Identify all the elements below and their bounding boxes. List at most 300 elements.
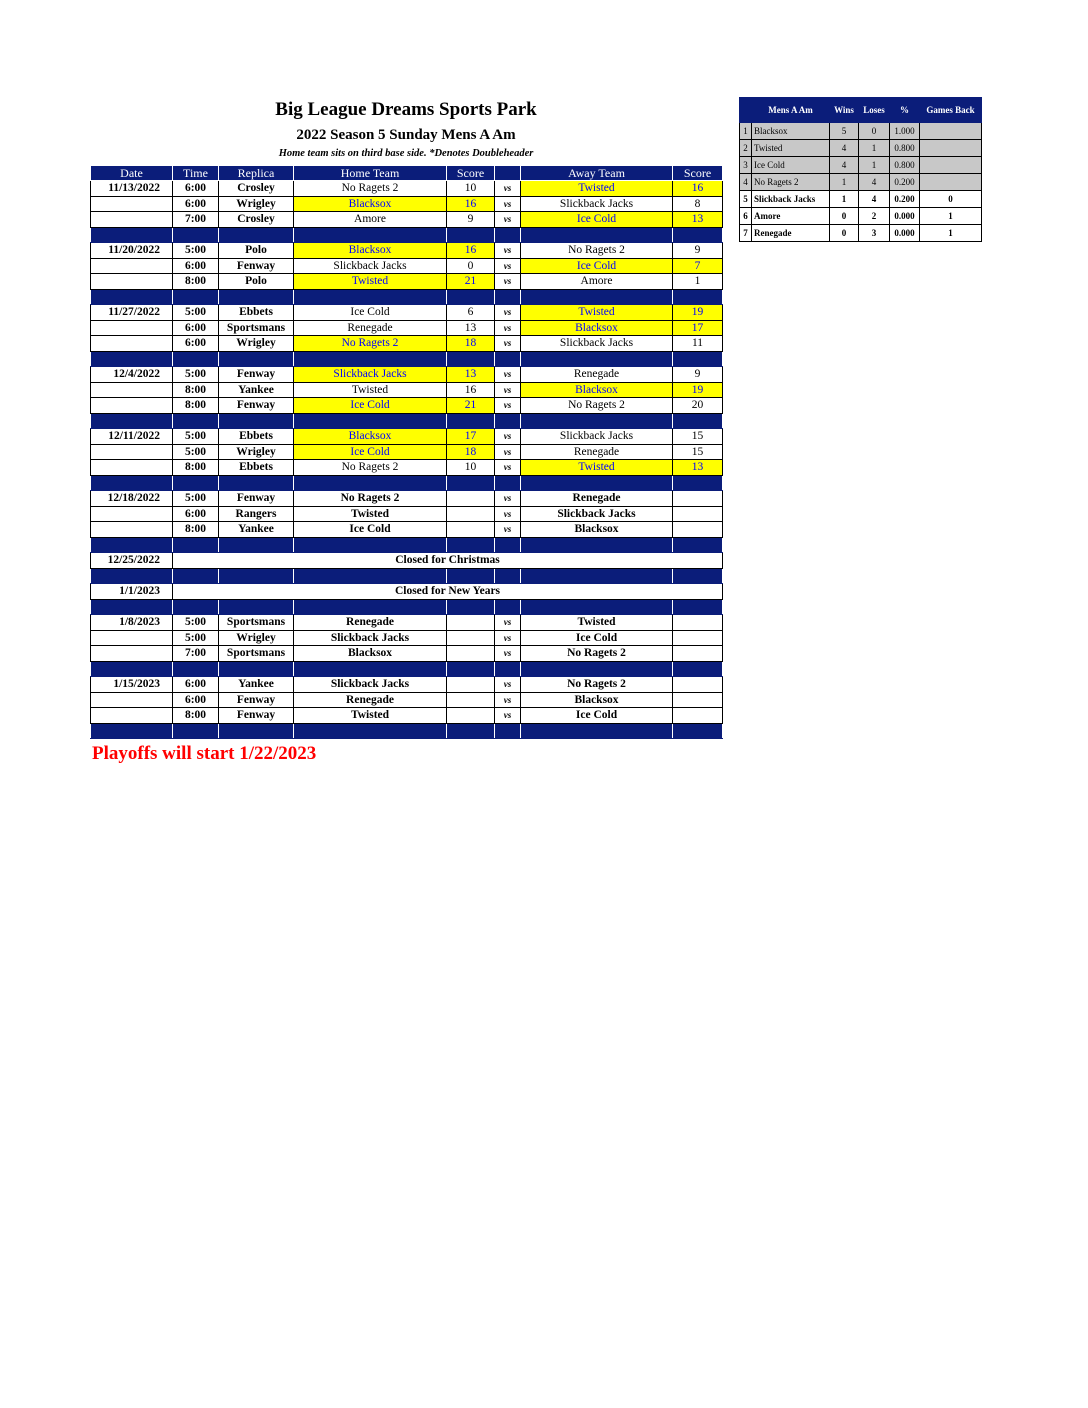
- date-cell: 1/15/2023: [91, 677, 173, 693]
- replica-cell: Sportsmans: [219, 320, 294, 336]
- column-header-date: Date: [91, 166, 173, 181]
- date-cell: [91, 274, 173, 290]
- separator-cell: [173, 599, 219, 615]
- home-score-cell: [447, 677, 495, 693]
- separator-cell: [447, 568, 495, 584]
- time-cell: 8:00: [173, 460, 219, 476]
- game-row: [91, 615, 723, 631]
- date-cell: [91, 460, 173, 476]
- away-score-cell: 16: [673, 181, 723, 197]
- away-score-cell: [673, 692, 723, 708]
- separator-cell: [294, 475, 447, 491]
- vs-cell: vs: [495, 398, 521, 414]
- home-score-cell: 16: [447, 382, 495, 398]
- away-team-cell: Blacksox: [521, 382, 673, 398]
- vs-cell: vs: [495, 615, 521, 631]
- separator-cell: [447, 661, 495, 677]
- away-score-cell: [673, 646, 723, 662]
- separator-row: [91, 351, 723, 367]
- away-score-cell: 15: [673, 429, 723, 445]
- loses-cell: 0: [859, 123, 890, 140]
- date-cell: 12/11/2022: [91, 429, 173, 445]
- date-cell: [91, 522, 173, 538]
- away-score-cell: [673, 491, 723, 507]
- vs-cell: vs: [495, 243, 521, 259]
- game-row: [91, 274, 723, 290]
- time-cell: 6:00: [173, 196, 219, 212]
- time-cell: 8:00: [173, 708, 219, 724]
- standings-row: [740, 123, 982, 140]
- standings-header-wins: Wins: [830, 98, 859, 123]
- home-score-cell: [447, 522, 495, 538]
- standings-row: [740, 191, 982, 208]
- away-score-cell: 13: [673, 212, 723, 228]
- separator-row: [91, 723, 723, 739]
- replica-cell: Yankee: [219, 382, 294, 398]
- vs-cell: vs: [495, 630, 521, 646]
- team-cell: Blacksox: [752, 123, 830, 140]
- away-team-cell: Twisted: [521, 181, 673, 197]
- time-cell: 6:00: [173, 506, 219, 522]
- replica-cell: Ebbets: [219, 429, 294, 445]
- wins-cell: 0: [830, 208, 859, 225]
- vs-cell: vs: [495, 708, 521, 724]
- separator-cell: [91, 568, 173, 584]
- away-team-cell: Ice Cold: [521, 630, 673, 646]
- home-team-cell: Blacksox: [294, 196, 447, 212]
- separator-cell: [294, 537, 447, 553]
- separator-cell: [673, 227, 723, 243]
- separator-cell: [521, 723, 673, 739]
- home-team-note: Home team sits on third base side. *Denotes Doubleheader: [278, 148, 534, 159]
- separator-cell: [173, 661, 219, 677]
- column-header-time: Time: [173, 166, 219, 181]
- away-score-cell: [673, 615, 723, 631]
- column-header-replica: Replica: [219, 166, 294, 181]
- separator-cell: [173, 351, 219, 367]
- game-row: [91, 491, 723, 507]
- standings-table: [739, 97, 982, 242]
- vs-cell: vs: [495, 677, 521, 693]
- vs-cell: vs: [495, 460, 521, 476]
- separator-cell: [495, 537, 521, 553]
- date-cell: [91, 336, 173, 352]
- home-score-cell: [447, 615, 495, 631]
- games-back-cell: [920, 123, 982, 140]
- games-back-cell: 1: [920, 225, 982, 242]
- wins-cell: 5: [830, 123, 859, 140]
- separator-cell: [673, 289, 723, 305]
- separator-cell: [495, 661, 521, 677]
- standings-header-games-back: Games Back: [920, 98, 982, 123]
- standings-row: [740, 174, 982, 191]
- game-row: [91, 444, 723, 460]
- rank-cell: 3: [740, 157, 752, 174]
- closed-row: [91, 584, 723, 600]
- loses-cell: 4: [859, 174, 890, 191]
- vs-cell: vs: [495, 522, 521, 538]
- home-score-cell: 9: [447, 212, 495, 228]
- column-header-home-team: Home Team: [294, 166, 447, 181]
- separator-cell: [173, 227, 219, 243]
- standings-header-row: [740, 98, 982, 123]
- home-score-cell: 18: [447, 336, 495, 352]
- vs-cell: vs: [495, 382, 521, 398]
- away-score-cell: 11: [673, 336, 723, 352]
- date-cell: [91, 630, 173, 646]
- separator-cell: [447, 475, 495, 491]
- home-team-cell: Ice Cold: [294, 444, 447, 460]
- date-cell: [91, 258, 173, 274]
- vs-cell: vs: [495, 692, 521, 708]
- separator-cell: [173, 475, 219, 491]
- home-team-cell: No Ragets 2: [294, 181, 447, 197]
- standings-header-division: Mens A Am: [752, 98, 830, 123]
- separator-cell: [173, 289, 219, 305]
- home-team-cell: Ice Cold: [294, 522, 447, 538]
- separator-cell: [521, 599, 673, 615]
- time-cell: 6:00: [173, 320, 219, 336]
- vs-cell: vs: [495, 274, 521, 290]
- game-row: [91, 692, 723, 708]
- separator-cell: [447, 289, 495, 305]
- replica-cell: Crosley: [219, 181, 294, 197]
- replica-cell: Polo: [219, 243, 294, 259]
- replica-cell: Fenway: [219, 258, 294, 274]
- replica-cell: Sportsmans: [219, 646, 294, 662]
- time-cell: 8:00: [173, 274, 219, 290]
- separator-cell: [495, 289, 521, 305]
- date-cell: [91, 196, 173, 212]
- time-cell: 5:00: [173, 243, 219, 259]
- closed-notice: Closed for New Years: [173, 584, 723, 600]
- vs-cell: vs: [495, 429, 521, 445]
- team-cell: Slickback Jacks: [752, 191, 830, 208]
- away-team-cell: Renegade: [521, 444, 673, 460]
- game-row: [91, 522, 723, 538]
- loses-cell: 3: [859, 225, 890, 242]
- replica-cell: Rangers: [219, 506, 294, 522]
- home-team-cell: No Ragets 2: [294, 460, 447, 476]
- replica-cell: Wrigley: [219, 196, 294, 212]
- away-team-cell: Ice Cold: [521, 212, 673, 228]
- rank-cell: 4: [740, 174, 752, 191]
- separator-cell: [521, 568, 673, 584]
- home-team-cell: No Ragets 2: [294, 336, 447, 352]
- separator-cell: [447, 537, 495, 553]
- time-cell: 7:00: [173, 212, 219, 228]
- replica-cell: Yankee: [219, 677, 294, 693]
- time-cell: 5:00: [173, 367, 219, 383]
- date-cell: 1/8/2023: [91, 615, 173, 631]
- away-score-cell: [673, 506, 723, 522]
- loses-cell: 4: [859, 191, 890, 208]
- separator-cell: [673, 599, 723, 615]
- separator-cell: [219, 351, 294, 367]
- pct-cell: 0.200: [890, 191, 920, 208]
- separator-cell: [447, 351, 495, 367]
- time-cell: 6:00: [173, 692, 219, 708]
- away-score-cell: 8: [673, 196, 723, 212]
- time-cell: 5:00: [173, 305, 219, 321]
- away-team-cell: No Ragets 2: [521, 398, 673, 414]
- pct-cell: 0.800: [890, 140, 920, 157]
- away-team-cell: No Ragets 2: [521, 243, 673, 259]
- rank-cell: 7: [740, 225, 752, 242]
- separator-cell: [447, 227, 495, 243]
- home-score-cell: 6: [447, 305, 495, 321]
- page-header: [90, 96, 722, 162]
- separator-cell: [521, 661, 673, 677]
- separator-cell: [294, 568, 447, 584]
- away-score-cell: 20: [673, 398, 723, 414]
- separator-cell: [173, 723, 219, 739]
- replica-cell: Fenway: [219, 491, 294, 507]
- standings-row: [740, 225, 982, 242]
- separator-cell: [219, 599, 294, 615]
- time-cell: 8:00: [173, 398, 219, 414]
- time-cell: 5:00: [173, 444, 219, 460]
- separator-cell: [91, 723, 173, 739]
- home-team-cell: Twisted: [294, 382, 447, 398]
- column-header-away-score: Score: [673, 166, 723, 181]
- date-cell: [91, 320, 173, 336]
- standings-row: [740, 208, 982, 225]
- rank-cell: 6: [740, 208, 752, 225]
- replica-cell: Polo: [219, 274, 294, 290]
- rank-cell: 2: [740, 140, 752, 157]
- vs-cell: vs: [495, 212, 521, 228]
- date-cell: [91, 506, 173, 522]
- rank-cell: 5: [740, 191, 752, 208]
- separator-cell: [521, 537, 673, 553]
- schedule-table: [90, 165, 723, 739]
- separator-cell: [294, 413, 447, 429]
- separator-row: [91, 537, 723, 553]
- home-team-cell: Blacksox: [294, 243, 447, 259]
- time-cell: 7:00: [173, 646, 219, 662]
- vs-cell: vs: [495, 367, 521, 383]
- column-header-vs: [495, 166, 521, 181]
- separator-cell: [294, 227, 447, 243]
- away-team-cell: Slickback Jacks: [521, 336, 673, 352]
- time-cell: 6:00: [173, 181, 219, 197]
- games-back-cell: 1: [920, 208, 982, 225]
- home-team-cell: Twisted: [294, 708, 447, 724]
- vs-cell: vs: [495, 196, 521, 212]
- vs-cell: vs: [495, 444, 521, 460]
- away-team-cell: Ice Cold: [521, 708, 673, 724]
- home-team-cell: Slickback Jacks: [294, 367, 447, 383]
- replica-cell: Ebbets: [219, 460, 294, 476]
- standings-row: [740, 140, 982, 157]
- separator-cell: [673, 351, 723, 367]
- game-row: [91, 429, 723, 445]
- home-team-cell: No Ragets 2: [294, 491, 447, 507]
- time-cell: 8:00: [173, 522, 219, 538]
- pct-cell: 0.800: [890, 157, 920, 174]
- vs-cell: vs: [495, 491, 521, 507]
- vs-cell: vs: [495, 646, 521, 662]
- home-team-cell: Renegade: [294, 320, 447, 336]
- away-team-cell: No Ragets 2: [521, 646, 673, 662]
- separator-cell: [219, 289, 294, 305]
- home-team-cell: Slickback Jacks: [294, 630, 447, 646]
- separator-cell: [91, 475, 173, 491]
- home-score-cell: [447, 708, 495, 724]
- home-score-cell: [447, 692, 495, 708]
- home-score-cell: [447, 506, 495, 522]
- separator-cell: [673, 723, 723, 739]
- playoffs-note: Playoffs will start 1/22/2023: [92, 743, 317, 764]
- pct-cell: 0.000: [890, 225, 920, 242]
- away-score-cell: [673, 677, 723, 693]
- home-score-cell: 16: [447, 243, 495, 259]
- game-row: [91, 305, 723, 321]
- wins-cell: 4: [830, 157, 859, 174]
- away-score-cell: 15: [673, 444, 723, 460]
- rank-cell: 1: [740, 123, 752, 140]
- separator-cell: [673, 413, 723, 429]
- time-cell: 5:00: [173, 615, 219, 631]
- home-team-cell: Amore: [294, 212, 447, 228]
- replica-cell: Yankee: [219, 522, 294, 538]
- home-score-cell: 10: [447, 181, 495, 197]
- closed-notice: Closed for Christmas: [173, 553, 723, 569]
- home-score-cell: 17: [447, 429, 495, 445]
- vs-cell: vs: [495, 258, 521, 274]
- team-cell: Amore: [752, 208, 830, 225]
- game-row: [91, 646, 723, 662]
- separator-cell: [521, 475, 673, 491]
- replica-cell: Ebbets: [219, 305, 294, 321]
- separator-cell: [521, 289, 673, 305]
- away-score-cell: 9: [673, 243, 723, 259]
- home-team-cell: Blacksox: [294, 429, 447, 445]
- away-team-cell: Renegade: [521, 367, 673, 383]
- home-score-cell: 0: [447, 258, 495, 274]
- loses-cell: 1: [859, 157, 890, 174]
- home-team-cell: Ice Cold: [294, 398, 447, 414]
- date-cell: 11/27/2022: [91, 305, 173, 321]
- vs-cell: vs: [495, 181, 521, 197]
- time-cell: 5:00: [173, 429, 219, 445]
- column-header-away-team: Away Team: [521, 166, 673, 181]
- replica-cell: Sportsmans: [219, 615, 294, 631]
- team-cell: No Ragets 2: [752, 174, 830, 191]
- separator-row: [91, 661, 723, 677]
- separator-cell: [294, 599, 447, 615]
- home-score-cell: 10: [447, 460, 495, 476]
- separator-cell: [495, 568, 521, 584]
- game-row: [91, 506, 723, 522]
- separator-cell: [91, 289, 173, 305]
- separator-cell: [495, 351, 521, 367]
- game-row: [91, 336, 723, 352]
- loses-cell: 1: [859, 140, 890, 157]
- separator-cell: [91, 413, 173, 429]
- standings-header-loses: Loses: [859, 98, 890, 123]
- away-team-cell: Ice Cold: [521, 258, 673, 274]
- games-back-cell: [920, 174, 982, 191]
- home-score-cell: 18: [447, 444, 495, 460]
- replica-cell: Fenway: [219, 398, 294, 414]
- away-score-cell: 13: [673, 460, 723, 476]
- away-score-cell: [673, 522, 723, 538]
- separator-cell: [673, 661, 723, 677]
- game-row: [91, 630, 723, 646]
- closed-row: [91, 553, 723, 569]
- date-cell: [91, 444, 173, 460]
- away-team-cell: Blacksox: [521, 320, 673, 336]
- vs-cell: vs: [495, 320, 521, 336]
- pct-cell: 0.200: [890, 174, 920, 191]
- games-back-cell: 0: [920, 191, 982, 208]
- separator-cell: [521, 413, 673, 429]
- game-row: [91, 196, 723, 212]
- separator-row: [91, 599, 723, 615]
- date-cell: 12/4/2022: [91, 367, 173, 383]
- game-row: [91, 258, 723, 274]
- separator-cell: [219, 661, 294, 677]
- away-team-cell: Twisted: [521, 305, 673, 321]
- separator-cell: [495, 475, 521, 491]
- home-score-cell: [447, 491, 495, 507]
- schedule-body: [91, 181, 723, 739]
- date-cell: 11/20/2022: [91, 243, 173, 259]
- separator-cell: [495, 599, 521, 615]
- away-score-cell: 17: [673, 320, 723, 336]
- separator-cell: [495, 723, 521, 739]
- schedule-header-row: [91, 166, 723, 181]
- page-subtitle: 2022 Season 5 Sunday Mens A Am: [296, 127, 516, 143]
- game-row: [91, 181, 723, 197]
- separator-cell: [219, 413, 294, 429]
- vs-cell: vs: [495, 305, 521, 321]
- time-cell: 6:00: [173, 336, 219, 352]
- standings-row: [740, 157, 982, 174]
- column-header-home-score: Score: [447, 166, 495, 181]
- separator-cell: [673, 537, 723, 553]
- home-team-cell: Blacksox: [294, 646, 447, 662]
- separator-cell: [447, 599, 495, 615]
- date-cell: [91, 708, 173, 724]
- wins-cell: 1: [830, 174, 859, 191]
- date-cell: [91, 646, 173, 662]
- standings-header-pct: %: [890, 98, 920, 123]
- date-cell: [91, 692, 173, 708]
- wins-cell: 0: [830, 225, 859, 242]
- date-cell: 1/1/2023: [91, 584, 173, 600]
- date-cell: 12/18/2022: [91, 491, 173, 507]
- pct-cell: 1.000: [890, 123, 920, 140]
- page-title: Big League Dreams Sports Park: [275, 99, 537, 120]
- game-row: [91, 382, 723, 398]
- home-team-cell: Twisted: [294, 506, 447, 522]
- home-score-cell: 21: [447, 274, 495, 290]
- game-row: [91, 677, 723, 693]
- separator-cell: [91, 351, 173, 367]
- home-team-cell: Slickback Jacks: [294, 258, 447, 274]
- home-score-cell: 13: [447, 320, 495, 336]
- separator-cell: [447, 723, 495, 739]
- separator-cell: [495, 413, 521, 429]
- away-score-cell: [673, 630, 723, 646]
- separator-cell: [294, 661, 447, 677]
- home-score-cell: [447, 630, 495, 646]
- games-back-cell: [920, 140, 982, 157]
- home-score-cell: 21: [447, 398, 495, 414]
